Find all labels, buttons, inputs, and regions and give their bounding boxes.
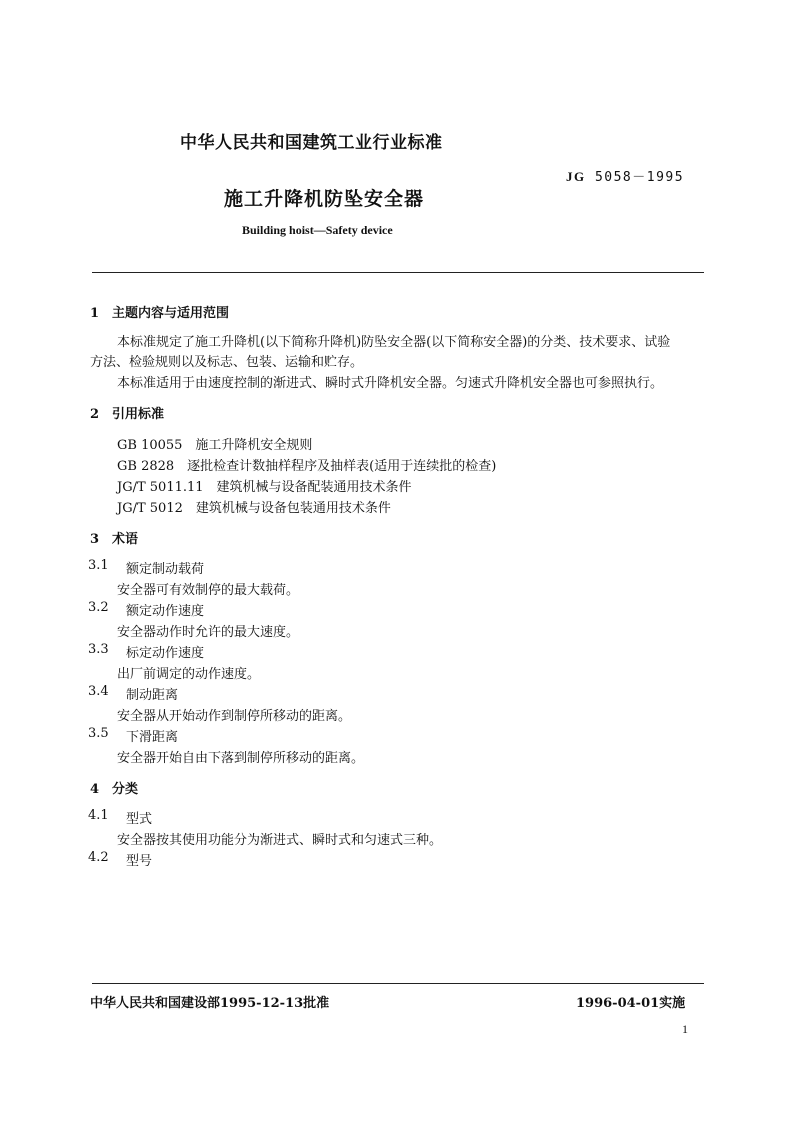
term-name: 标定动作速度	[126, 646, 205, 661]
standard-code	[566, 166, 684, 185]
term-name: 下滑距离	[126, 730, 179, 745]
clause-4-1-title: 型式	[126, 812, 153, 827]
reference-standard-item: JG/T 5011.11 建筑机械与设备配装通用技术条件	[117, 480, 412, 495]
term-number: 3.3	[88, 642, 109, 657]
section-1-paragraph-1-line-1: 本标准规定了施工升降机(以下简称升降机)防坠安全器(以下简称安全器)的分类、技术要求、试验	[117, 335, 671, 350]
term-definition: 安全器动作时允许的最大速度。	[117, 625, 300, 640]
footer-divider	[92, 983, 704, 984]
document-subtitle-english: Building hoist—Safety device	[242, 223, 393, 237]
approval-date: 中华人民共和国建设部1995-12-13批准	[90, 996, 330, 1011]
term-number: 3.4	[88, 684, 109, 699]
term-definition: 安全器开始自由下落到制停所移动的距离。	[117, 751, 365, 766]
term-number: 3.5	[88, 726, 109, 741]
section-1-heading: 1 主题内容与适用范围	[90, 306, 230, 321]
reference-standard-item: GB 2828 逐批检查计数抽样程序及抽样表(适用于连续批的检查)	[117, 459, 497, 474]
term-number: 3.2	[88, 600, 109, 615]
section-1-paragraph-1-line-2: 方法、检验规则以及标志、包装、运输和贮存。	[90, 355, 364, 370]
section-1-paragraph-2: 本标准适用于由速度控制的渐进式、瞬时式升降机安全器。匀速式升降机安全器也可参照执行。	[117, 376, 664, 391]
term-definition: 安全器可有效制停的最大载荷。	[117, 583, 300, 598]
page-number: 1	[682, 1022, 688, 1036]
section-3-heading: 3 术语	[90, 532, 139, 547]
standard-number: 5058－1995	[594, 170, 685, 185]
clause-4-1-text: 安全器按其使用功能分为渐进式、瞬时式和匀速式三种。	[117, 833, 443, 848]
term-number: 3.1	[88, 558, 109, 573]
clause-4-2-number: 4.2	[88, 850, 109, 865]
document-title: 施工升降机防坠安全器	[224, 188, 425, 210]
term-definition: 出厂前调定的动作速度。	[117, 667, 261, 682]
effective-date: 1996-04-01实施	[576, 996, 686, 1011]
section-4-heading: 4 分类	[90, 782, 139, 797]
term-name: 额定动作速度	[126, 604, 205, 619]
term-name: 制动距离	[126, 688, 179, 703]
term-definition: 安全器从开始动作到制停所移动的距离。	[117, 709, 352, 724]
term-name: 额定制动载荷	[126, 562, 205, 577]
clause-4-1-number: 4.1	[88, 808, 109, 823]
header-divider	[92, 272, 704, 273]
reference-standard-item: JG/T 5012 建筑机械与设备包装通用技术条件	[117, 501, 391, 516]
reference-standard-item: GB 10055 施工升降机安全规则	[117, 438, 313, 453]
section-2-heading: 2 引用标准	[90, 407, 165, 422]
standard-prefix: JG	[566, 169, 586, 184]
clause-4-2-title: 型号	[126, 854, 153, 869]
issuing-standard-header: 中华人民共和国建筑工业行业标准	[180, 133, 443, 153]
